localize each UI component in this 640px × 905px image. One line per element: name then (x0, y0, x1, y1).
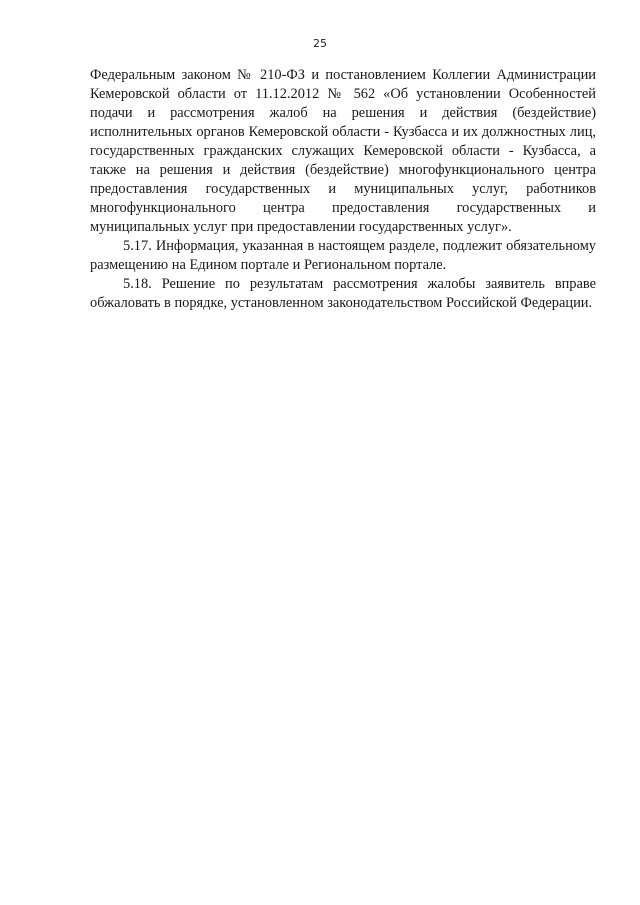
paragraph-continuation: Федеральным законом № 210-ФЗ и постановлением Коллегии Администрации Кемеровской области от 11.12.2012 № 562 «Об установлении Особенностей подачи и рассмотрения жалоб на решения и действия (бездействие) исполнительных органов Кемеровской области - Кузбасса и их должностных лиц, государственных гражданских служащих Кемеровской области - Кузбасса, а также на решения и действия (бездействие) многофункционального центра предоставления государственных и муниципальных услуг, работников многофункционального центра предоставления государственных и муниципальных услуг при предоставлении государственных услуг». (90, 67, 596, 235)
paragraph-5-17: 5.17. Информация, указанная в настоящем разделе, подлежит обязательному размещению на Едином портале и Региональном портале. (90, 238, 596, 273)
page-number: 25 (313, 37, 327, 50)
document-body (90, 66, 596, 313)
paragraph-5-18: 5.18. Решение по результатам рассмотрения жалобы заявитель вправе обжаловать в порядке, установленном законодательством Российской Федерации. (90, 276, 596, 311)
